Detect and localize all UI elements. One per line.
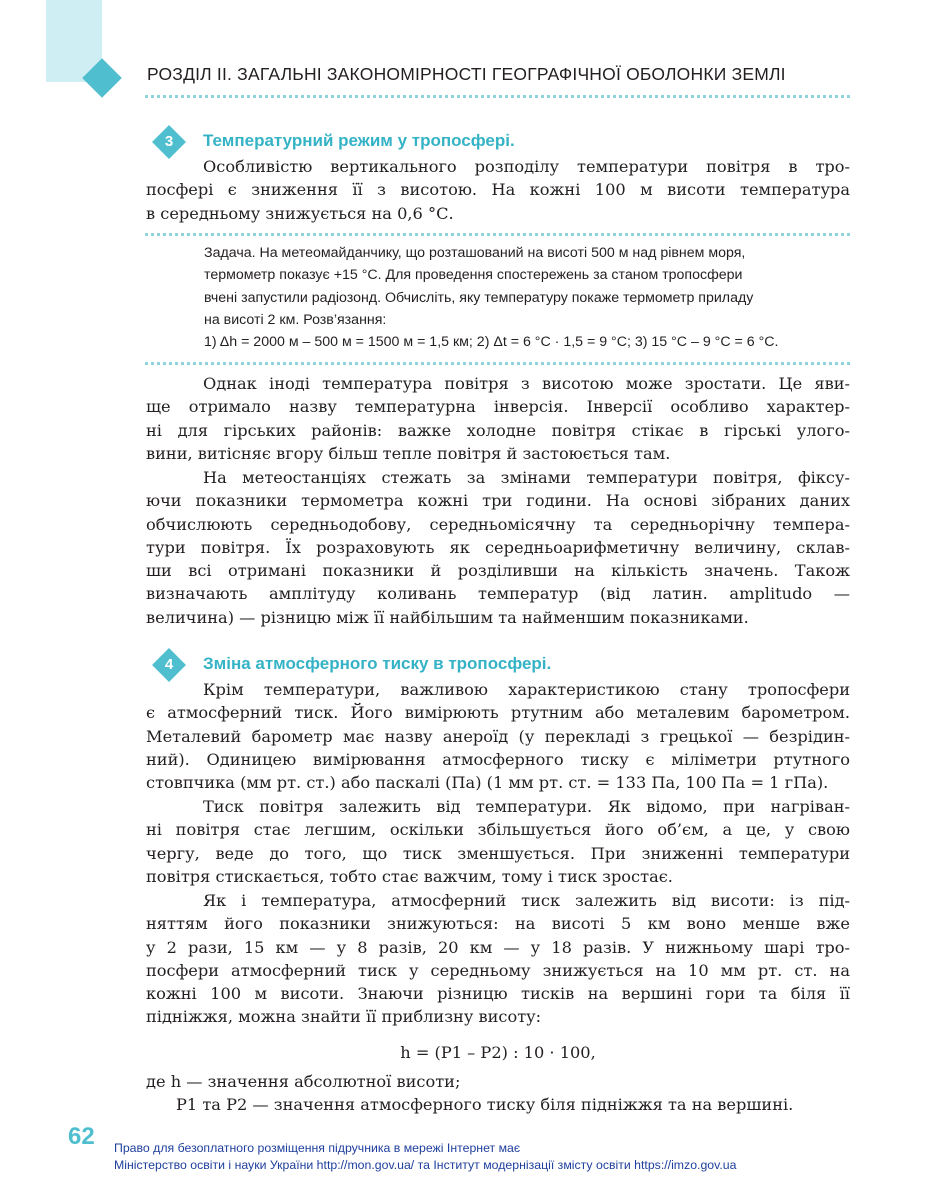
text-line: ючи показники термометра кожні три години. На основі зібраних даних <box>146 491 850 511</box>
task-divider-bottom <box>145 362 850 365</box>
text-line: у 2 рази, 15 км — у 8 разів, 20 км — у 18 разів. У нижньому шарі тро- <box>146 937 850 957</box>
text-line: обчислюють середньодобову, середньомісячну та середньорічну темпера- <box>146 514 850 534</box>
text-line: Однак іноді температура повітря з висотою може зростати. Це яви- <box>203 374 850 393</box>
section-number: 3 <box>164 133 174 150</box>
task-line: вчені запустили радіозонд. Обчисліть, яку температуру покаже термометр приладу <box>204 289 754 306</box>
text-line: в середньому знижується на 0,6 °С. <box>146 203 454 223</box>
formula-definitions <box>146 1070 850 1117</box>
text-line: є атмосферний тиск. Його вимірюють ртутним або металевим барометром. <box>146 703 850 723</box>
text-line: тури повітря. Їх розраховують як середньоарифметичну величину, склав- <box>146 537 850 557</box>
text-line: кожні 100 м висоти. Знаючи різницю тисків на вершині гори та біля її <box>146 984 850 1004</box>
text-line: Крім температури, важливою характеристикою стану тропосфери <box>203 680 850 699</box>
header-divider <box>145 95 850 98</box>
inversion-paragraph <box>146 372 850 465</box>
section-number-badge <box>152 125 186 159</box>
definition-line: P1 та P2 — значення атмосферного тиску біля підніжжя та на вершині. <box>176 1095 794 1115</box>
pressure-altitude-paragraph <box>146 889 850 1029</box>
text-line: Тиск повітря залежить від температури. Як відомо, при нагріван- <box>203 797 850 816</box>
footer-line: Міністерство освіти і науки України http://mon.gov.ua/ та Інститут модернізації змісту освіти https://imzo.gov.ua <box>114 1158 737 1172</box>
text-line: величина) — різницю між її найбільшим та найменшим показниками. <box>146 607 749 627</box>
page-number: 62 <box>68 1123 95 1150</box>
meteostation-paragraph <box>146 466 850 629</box>
text-line: Металевий барометр має назву анероїд (у перекладі з грецької — безрідин- <box>146 726 850 746</box>
task-line: Задача. На метеомайданчику, що розташований на висоті 500 м над рівнем моря, <box>204 245 746 261</box>
chapter-title: РОЗДІЛ ІІ. ЗАГАЛЬНІ ЗАКОНОМІРНОСТІ ГЕОГРАФІЧНОЇ ОБОЛОНКИ ЗЕМЛІ <box>147 64 786 84</box>
text-line: Особливістю вертикального розподілу температури повітря в тро- <box>203 157 850 176</box>
footer-notice <box>114 1140 736 1174</box>
text-line: На метеостанціях стежать за змінами температури повітря, фіксу- <box>203 468 850 487</box>
text-line: посфері є зниження її з висотою. На кожні 100 м висоти температура <box>146 180 850 200</box>
text-line: Як і температура, атмосферний тиск залежить від висоти: із під- <box>203 891 850 910</box>
altitude-formula: h = (P1 – P2) : 10 · 100, <box>400 1043 596 1062</box>
text-line: ши всі отримані показники й розділивши на кількість значень. Також <box>146 561 850 581</box>
definition-line: де h — значення абсолютної висоти; <box>146 1072 461 1091</box>
section-heading: Зміна атмосферного тиску в тропосфері. <box>203 654 552 673</box>
text-line: підніжжя, можна знайти її приблизну висоту: <box>146 1007 542 1027</box>
task-box <box>204 242 850 353</box>
text-line: ще отримало назву температурна інверсія. Інверсії особливо характер- <box>146 397 850 417</box>
section4-paragraph <box>146 678 850 794</box>
text-line: няттям його показники знижуються: на висоті 5 км воно менше вже <box>146 914 850 934</box>
text-line: чергу, веде до того, що тиск зменшується. При зниженні температури <box>146 843 850 863</box>
text-line: повітря стискається, тобто стає важчим, тому і тиск зростає. <box>146 866 673 886</box>
text-line: ний). Одиницею вимірювання атмосферного тиску є міліметри ртутного <box>146 749 850 769</box>
task-line: на висоті 2 км. Розв’язання: <box>204 311 387 328</box>
section-number-badge <box>152 648 186 682</box>
text-line: стовпчика (мм рт. ст.) або паскалі (Па) (1 мм рт. ст. = 133 Па, 100 Па = 1 гПа). <box>146 773 829 793</box>
section-number: 4 <box>164 656 174 673</box>
task-line: термометр показує +15 °С. Для проведення спостережень за станом тропосфери <box>204 267 743 284</box>
task-line: 1) Δh = 2000 м – 500 м = 1500 м = 1,5 км; 2) Δt = 6 °С · 1,5 = 9 °С; 3) 15 °С – 9 °С = 6 °С. <box>204 334 779 351</box>
text-line: ні для гірських районів: важке холодне повітря стікає в гірські улого- <box>146 420 850 440</box>
footer-line: Право для безоплатного розміщення підручника в мережі Інтернет має <box>114 1141 521 1155</box>
task-divider-top <box>145 233 850 236</box>
section-heading: Температурний режим у тропосфері. <box>203 131 515 150</box>
text-line: ні повітря стає легшим, оскільки збільшується його об’єм, а це, у свою <box>146 820 850 840</box>
section3-paragraph <box>146 155 850 225</box>
pressure-temperature-paragraph <box>146 795 850 888</box>
text-line: посфери атмосферний тиск у середньому знижується на 10 мм рт. ст. на <box>146 960 850 980</box>
text-line: визначають амплітуду коливань температур (від латин. amplitudo — <box>146 584 850 604</box>
text-line: вини, витісняє вгору більш тепле повітря й застоюється там. <box>146 443 671 463</box>
